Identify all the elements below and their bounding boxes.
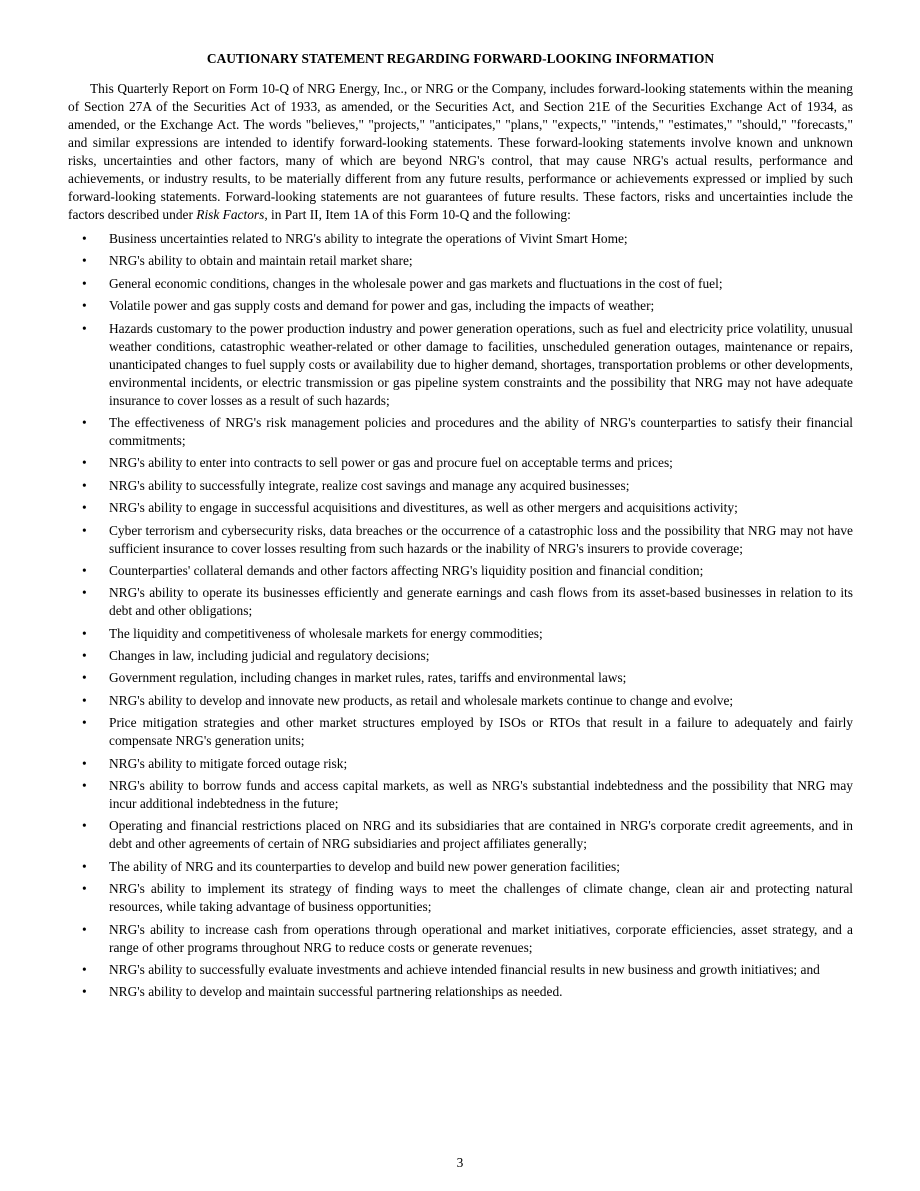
- list-item-text: Business uncertainties related to NRG's ability to integrate the operations of Vivint Smart Home;: [109, 231, 628, 246]
- bullet-icon: •: [82, 858, 87, 874]
- list-item-text: NRG's ability to increase cash from operations through operational and market initiatives, corporate efficiencies, asset strategy, and a range of other programs throughout NRG to reduce costs or generate revenues;: [109, 921, 853, 955]
- list-item-text: Government regulation, including changes in market rules, rates, tariffs and environmental laws;: [109, 670, 627, 686]
- bullet-icon: •: [82, 231, 87, 246]
- list-item-text: Cyber terrorism and cybersecurity risks, data breaches or the occurrence of a catastrophic loss and the possibility that NRG may not have sufficient insurance to cover losses resulting from such hazards or the inability of NRG's insurers to provide coverage;: [109, 522, 853, 556]
- list-item: [68, 961, 853, 979]
- bullet-icon: •: [82, 648, 87, 664]
- list-item-text: Changes in law, including judicial and regulatory decisions;: [109, 648, 430, 664]
- list-item-text: NRG's ability to borrow funds and access capital markets, as well as NRG's substantial indebtedness and the possibility that NRG may incur additional indebtedness in the future;: [109, 778, 853, 812]
- list-item: [68, 625, 853, 643]
- list-item: [68, 230, 853, 248]
- list-item-text: NRG's ability to operate its businesses efficiently and generate earnings and cash flows from its asset-based businesses in relation to its debt and other obligations;: [109, 585, 853, 619]
- list-item: [68, 669, 853, 687]
- list-item-text: The liquidity and competitiveness of wholesale markets for energy commodities;: [109, 625, 543, 641]
- list-item: [68, 777, 853, 813]
- list-item-text: NRG's ability to implement its strategy of finding ways to meet the challenges of climate change, clean air and protecting natural resources, while taking advantage of business opportunities;: [109, 881, 853, 915]
- list-item-text: NRG's ability to develop and maintain successful partnering relationships as needed.: [109, 984, 563, 1000]
- list-item-text: NRG's ability to mitigate forced outage risk;: [109, 755, 348, 771]
- list-item: [68, 454, 853, 472]
- list-item: [68, 714, 853, 750]
- list-item: [68, 499, 853, 517]
- list-item-text: Counterparties' collateral demands and other factors affecting NRG's liquidity position and financial condition;: [109, 562, 704, 578]
- bullet-icon: •: [82, 715, 87, 731]
- list-item: [68, 584, 853, 620]
- bullet-icon: •: [82, 755, 87, 771]
- list-item-text: The ability of NRG and its counterparties to develop and build new power generation facilities;: [109, 858, 620, 874]
- list-item: [68, 252, 853, 270]
- bullet-icon: •: [82, 562, 87, 578]
- list-item: [68, 921, 853, 957]
- list-item-text: Hazards customary to the power production industry and power generation operations, such as fuel and electricity price volatility, unusual weather conditions, catastrophic weather-related or other damage to facilities, unscheduled generation outages, maintenance or repairs, unanticipated changes to fuel supply costs or availability due to higher demand, shortages, transportation problems or other developments, environmental incidents, or electric transmission or gas pipeline system constraints and the possibility that NRG may not have adequate insurance to cover losses as a result of such hazards;: [109, 320, 853, 408]
- bullet-icon: •: [82, 298, 87, 314]
- factor-list: [68, 230, 853, 1001]
- list-item: [68, 858, 853, 876]
- list-item-text: NRG's ability to develop and innovate new products, as retail and wholesale markets continue to change and evolve;: [109, 692, 734, 708]
- document-page: [68, 50, 853, 1006]
- risk-factors-reference: Risk Factors: [196, 207, 265, 222]
- list-item: [68, 562, 853, 580]
- intro-text-part1: This Quarterly Report on Form 10-Q of NRG Energy, Inc., or NRG or the Company, includes forward-looking statements within the meaning of Section 27A of the Securities Act of 1933, as amended, or the Securities Act, and Section 21E of the Securities Exchange Act of 1934, as amended, or the Exchange Act. The words "believes," "projects," "anticipates," "plans," "expects," "intends," "estimates," "should," "forecasts," and similar expressions are intended to identify forward-looking statements. These forward-looking statements involve known and unknown risks, uncertainties and other factors, many of which are beyond NRG's control, that may cause NRG's actual results, performance and achievements, or industry results, to be materially different from any future results, performance or achievements expressed or implied by such forward-looking statements. Forward-looking statements are not guarantees of future results. These factors, risks and uncertainties include the factors described under: [68, 81, 853, 222]
- list-item-text: NRG's ability to successfully evaluate investments and achieve intended financial results in new business and growth initiatives; and: [109, 961, 820, 977]
- bullet-icon: •: [82, 414, 87, 430]
- list-item-text: NRG's ability to engage in successful acquisitions and divestitures, as well as other mergers and acquisitions activity;: [109, 500, 738, 516]
- list-item-text: Price mitigation strategies and other market structures employed by ISOs or RTOs that result in a failure to adequately and fairly compensate NRG's generation units;: [109, 715, 853, 749]
- bullet-icon: •: [82, 818, 87, 834]
- list-item: [68, 320, 853, 410]
- bullet-icon: •: [82, 522, 87, 538]
- bullet-icon: •: [82, 961, 87, 977]
- page-number: 3: [456, 1155, 464, 1170]
- list-item: [68, 880, 853, 916]
- list-item: [68, 647, 853, 665]
- bullet-icon: •: [82, 625, 87, 641]
- list-item-text: NRG's ability to obtain and maintain retail market share;: [109, 253, 413, 269]
- list-item: [68, 414, 853, 450]
- bullet-icon: •: [82, 921, 87, 937]
- bullet-icon: •: [82, 455, 87, 471]
- bullet-icon: •: [82, 275, 87, 291]
- bullet-icon: •: [82, 778, 87, 794]
- list-item-text: Operating and financial restrictions placed on NRG and its subsidiaries that are contained in NRG's corporate credit agreements, and in debt and other agreements of certain of NRG subsidiaries and project affiliates generally;: [109, 818, 853, 852]
- list-item-text: The effectiveness of NRG's risk management policies and procedures and the ability of NRG's counterparties to satisfy their financial commitments;: [109, 414, 853, 448]
- intro-text-part2: , in Part II, Item 1A of this Form 10-Q and the following:: [264, 207, 571, 222]
- bullet-icon: •: [82, 670, 87, 686]
- list-item-text: Volatile power and gas supply costs and demand for power and gas, including the impacts of weather;: [109, 298, 655, 314]
- list-item: [68, 983, 853, 1001]
- list-item-text: NRG's ability to successfully integrate, realize cost savings and manage any acquired businesses;: [109, 477, 630, 493]
- bullet-icon: •: [82, 500, 87, 516]
- list-item-text: General economic conditions, changes in the wholesale power and gas markets and fluctuations in the cost of fuel;: [109, 275, 723, 291]
- list-item: [68, 297, 853, 315]
- bullet-icon: •: [82, 320, 87, 336]
- bullet-icon: •: [82, 477, 87, 493]
- list-item: [68, 755, 853, 773]
- bullet-icon: •: [82, 585, 87, 601]
- list-item-text: NRG's ability to enter into contracts to sell power or gas and procure fuel on acceptable terms and prices;: [109, 455, 673, 471]
- list-item: [68, 275, 853, 293]
- section-heading: CAUTIONARY STATEMENT REGARDING FORWARD-LOOKING INFORMATION: [206, 51, 715, 66]
- list-item: [68, 692, 853, 710]
- list-item: [68, 522, 853, 558]
- list-item: [68, 477, 853, 495]
- list-item: [68, 817, 853, 853]
- intro-paragraph: [68, 80, 853, 224]
- bullet-icon: •: [82, 253, 87, 269]
- bullet-icon: •: [82, 881, 87, 897]
- bullet-icon: •: [82, 692, 87, 708]
- bullet-icon: •: [82, 984, 87, 1000]
